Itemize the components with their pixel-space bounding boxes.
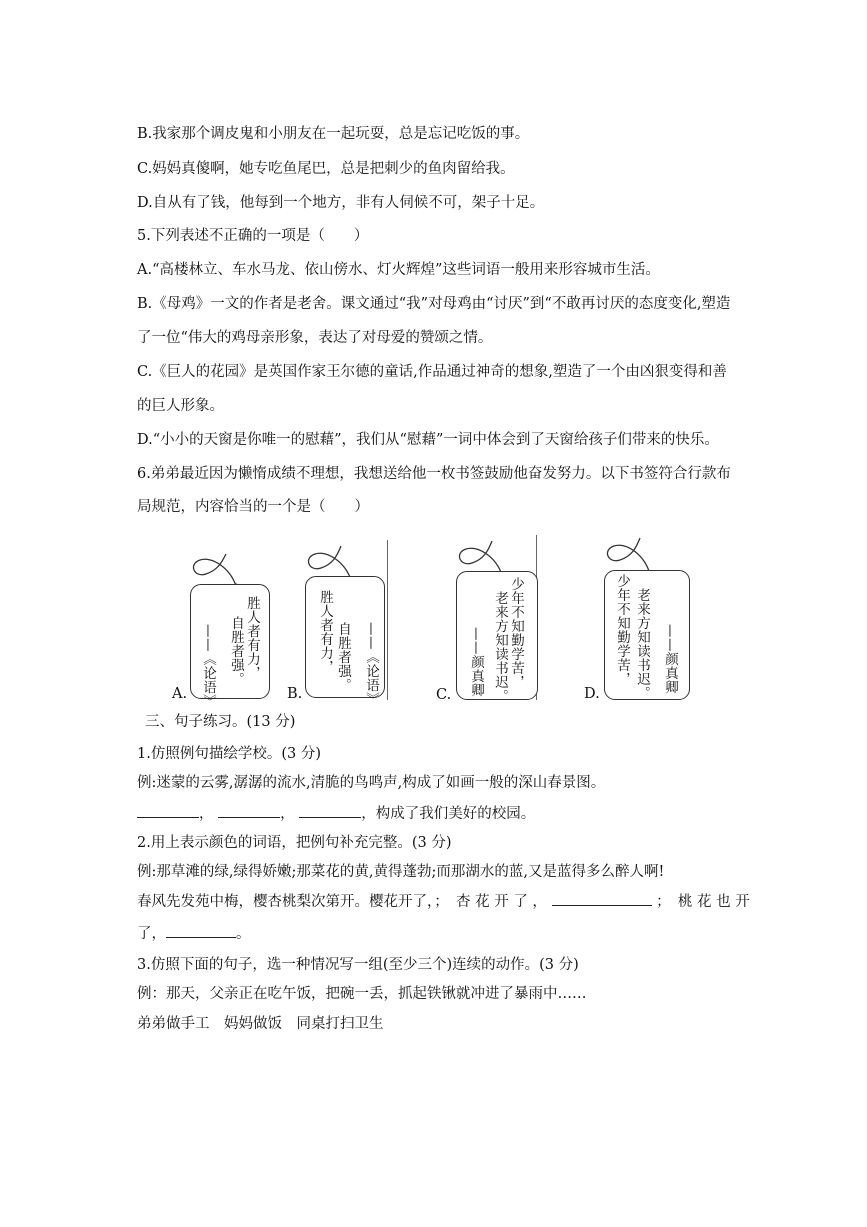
option-line: B.《母鸡》一文的作者是老舍。课文通过“我”对母鸡由“讨厌”到“不敢再讨厌的态度变化,塑造 [137,296,731,312]
q2-text-a: 春风先发苑中梅，樱杏桃梨次第开。樱花开了，； 杏 花 开 了 ， [137,894,547,910]
question-3: 3.仿照下面的句子，选一种情况写一组(至少三个)连续的动作。(3 分) [137,957,579,973]
option-line: 了一位“伟大的鸡母亲形象，表达了对母爱的赞颂之情。 [137,330,493,346]
option-b-label[interactable]: B. [287,686,303,702]
option-d-label[interactable]: D. [584,686,600,702]
bookmark-b-author: ——《论语》 [363,622,379,706]
question-3-example: 例：那天，父亲正在吃午饭，把碗一丢，抓起铁锹就冲进了暴雨中…… [137,986,587,1002]
option-a-label[interactable]: A. [172,686,188,702]
question-2-example: 例:那草滩的绿,绿得娇嫩;那菜花的黄,黄得蓬勃;而那湖水的蓝,又是蓝得多么醉人啊! [137,864,665,880]
bookmark-a [172,548,272,708]
blank-field[interactable] [552,891,652,906]
option-line: D.“小小的天窗是你唯一的慰藉”，我们从“慰藉”一词中体会到了天窗给孩子们带来的快乐。 [137,432,719,448]
bookmark-d-line1: 少年不知勤学苦， [614,574,630,686]
bookmark-c [436,535,546,705]
q2-text-d: 。 [236,926,251,942]
bookmark-c-line1: 少年不知勤学苦， [508,577,524,689]
question-1: 1.仿照例句描绘学校。(3 分) [137,746,321,762]
question-6-cont: 局规范，内容恰当的一个是（ ） [137,499,369,515]
question-2-answer-line2 [137,923,251,944]
bookmark-d-line2: 老来方知读书迟。 [634,588,650,700]
bookmark-c-author: ——颜真卿 [468,627,484,697]
separator: ， [280,806,295,822]
question-3-options: 弟弟做手工 妈妈做饭 同桌打扫卫生 [137,1016,384,1032]
bookmark-d [584,532,694,704]
blank-field[interactable] [166,923,236,938]
bookmark-a-line2: 自胜者强。 [228,616,244,686]
bookmark-c-line2: 老来方知读书迟。 [492,591,508,703]
bookmark-a-author: ——《论语》 [200,624,216,708]
answer-tail: ，构成了我们美好的校园。 [361,806,536,822]
question-1-answer [137,803,535,824]
bookmark-b-line2: 自胜者强。 [335,622,351,692]
bookmark-d-author: ——颜真卿 [662,624,678,694]
question-2: 2.用上表示颜色的词语，把例句补充完整。(3 分) [137,835,452,851]
bookmark-b [287,540,392,706]
bookmark-b-line1: 胜人者有力， [317,590,333,674]
bookmark-a-line1: 胜人者有力， [244,596,260,680]
option-line: B.我家那个调皮鬼和小朋友在一起玩耍，总是忘记吃饭的事。 [137,126,530,142]
option-c-label[interactable]: C. [436,687,452,703]
question-1-example: 例:迷蒙的云雾,潺潺的流水,清脆的鸟鸣声,构成了如画一般的深山春景图。 [137,775,606,791]
q2-text-b: ； 桃 花 也 开 [656,894,750,910]
section-3-title: 三、句子练习。(13 分) [145,714,296,730]
question-2-answer-line1 [137,891,750,912]
blank-field[interactable] [218,803,280,818]
q2-text-c: 了， [137,926,166,942]
option-line: D.自从有了钱，他每到一个地方，非有人伺候不可，架子十足。 [137,195,545,211]
option-line: A.“高楼林立、车水马龙、依山傍水、灯火辉煌”这些词语一般用来形容城市生活。 [137,262,660,278]
option-line: 的巨人形象。 [137,398,224,414]
blank-field[interactable] [137,803,199,818]
blank-field[interactable] [299,803,361,818]
separator: ， [199,806,214,822]
question-6: 6.弟弟最近因为懒惰成绩不理想，我想送给他一枚书签鼓励他奋发努力。以下书签符合行款布 [137,466,731,482]
question-5: 5.下列表述不正确的一项是（ ） [137,228,369,244]
option-line: C.妈妈真傻啊，她专吃鱼尾巴，总是把刺少的鱼肉留给我。 [137,161,515,177]
option-line: C.《巨人的花园》是英国作家王尔德的童话,作品通过神奇的想象,塑造了一个由凶狠变得和善 [137,364,727,380]
